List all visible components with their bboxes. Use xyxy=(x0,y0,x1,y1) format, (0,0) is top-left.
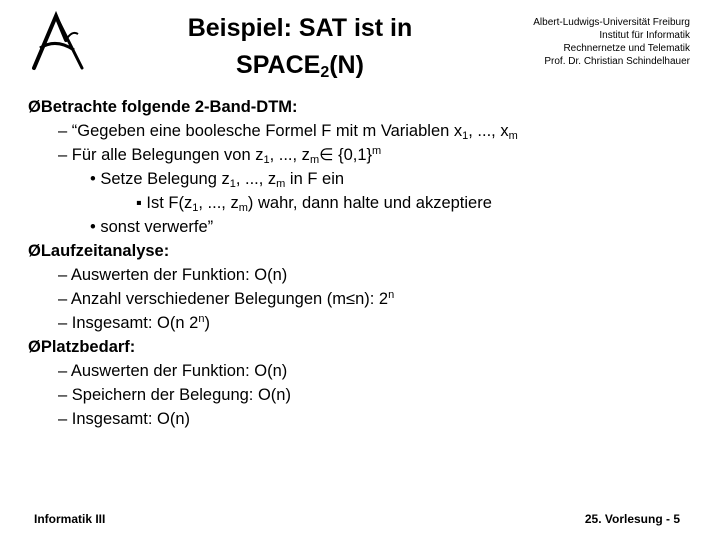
section-heading: ØLaufzeitanalyse: xyxy=(28,242,170,260)
list-item: – Insgesamt: O(n 2$^n$) xyxy=(58,313,210,332)
title-line-1: Beispiel: SAT ist in xyxy=(187,14,413,42)
list-item: – Insgesamt: O(n) xyxy=(58,410,191,428)
list-item: – Auswerten der Funktion: O(n) xyxy=(58,266,288,284)
list-item: – Auswerten der Funktion: O(n) xyxy=(58,362,288,380)
university-logo-icon xyxy=(26,10,88,72)
section-heading: ØPlatzbedarf: xyxy=(28,338,136,356)
list-item: – Anzahl verschiedener Belegungen (m≤n): 2$^n$ xyxy=(58,289,395,308)
list-item: • sonst verwerfe” xyxy=(90,218,214,236)
slide-title xyxy=(150,10,450,84)
footer-course: Informatik III xyxy=(34,512,106,526)
section-heading: ØBetrachte folgende 2-Band-DTM: xyxy=(28,98,298,116)
institution-line: Prof. Dr. Christian Schindelhauer xyxy=(544,56,690,67)
list-item: • Setze Belegung $z_1$, ..., $z_m$ in F ein xyxy=(90,170,345,190)
list-item: – Speichern der Belegung: O(n) xyxy=(58,386,291,404)
list-item: – Für alle Belegungen von $z_1$, ..., $z_m\in$ $\{0,1\}^m$ xyxy=(58,145,382,166)
institution-line: Albert-Ludwigs-Universität Freiburg xyxy=(533,17,690,28)
title-line-2: $SPACE_2(N)$ xyxy=(236,51,364,81)
list-item: ▪ Ist $F(z_1$, ..., $z_m$) wahr, dann halte und akzeptiere xyxy=(136,194,492,214)
institution-line: Institut für Informatik xyxy=(599,30,690,41)
footer-page: 25. Vorlesung - 5 xyxy=(584,512,680,526)
list-item: – “Gegeben eine boolesche Formel F mit m Variablen $x_1$, ..., $x_m$ xyxy=(58,122,518,142)
institution-block xyxy=(470,16,690,68)
institution-line: Rechnernetze und Telematik xyxy=(563,43,690,54)
